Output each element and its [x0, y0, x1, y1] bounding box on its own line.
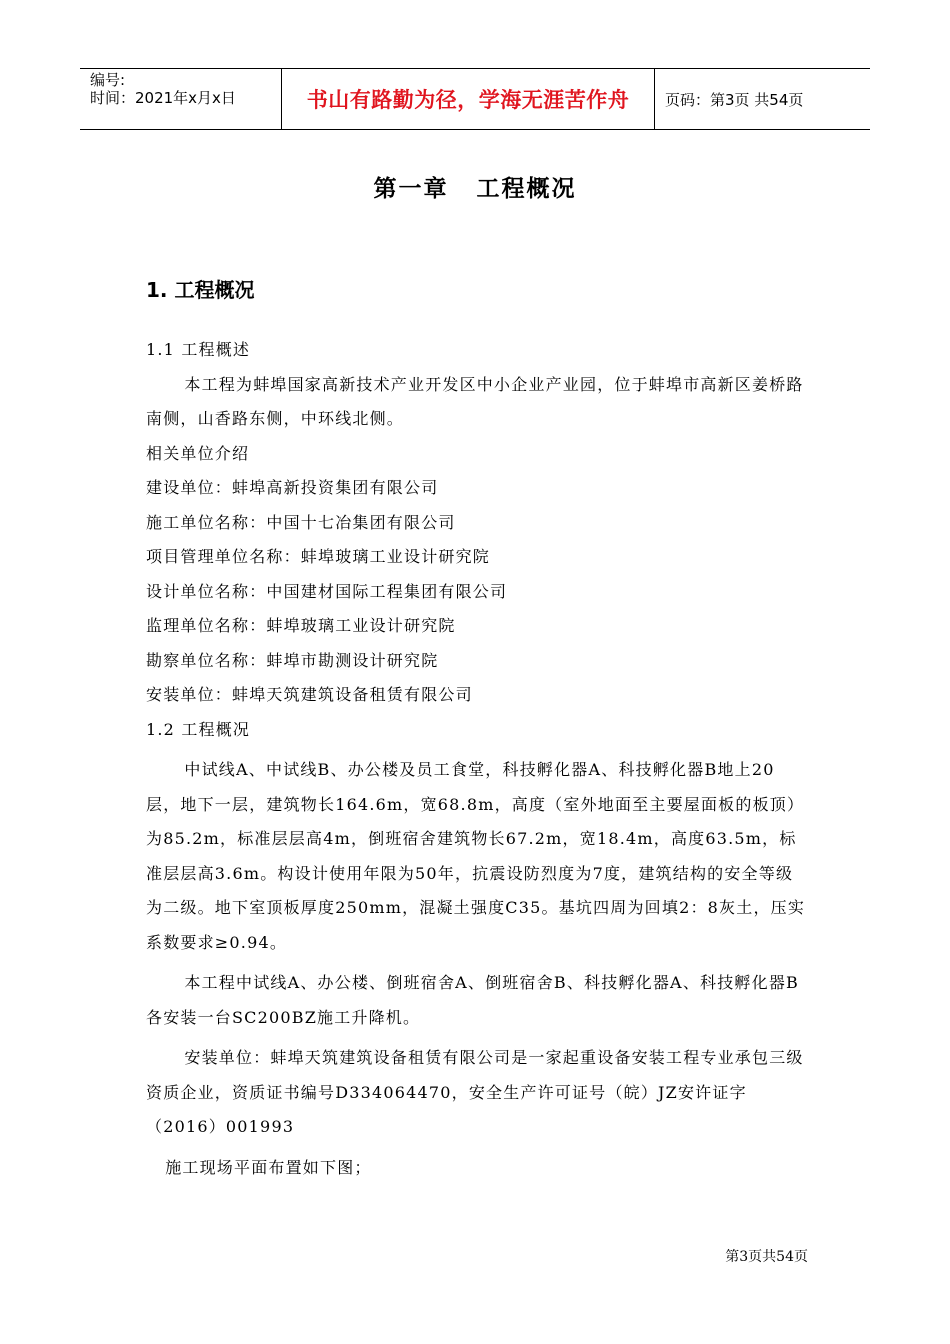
document-body: [146, 333, 806, 1185]
unit-line: 项目管理单位名称：蚌埠玻璃工业设计研究院: [146, 547, 491, 566]
unit-line: 施工单位名称：中国十七冶集团有限公司: [146, 512, 456, 532]
subsection-title: 1.1 工程概述: [146, 340, 251, 359]
overview-paragraph: 中试线A、中试线B、办公楼及员工食堂，科技孵化器A、科技孵化器B地上20层，地下一层，建筑物长164.6m，宽68.8m，高度（室外地面至主要屋面板的板顶）为85.2m，标准层层高4m，倒班宿舍建筑物长67.2m，宽18.4m，高度63.5m，标准层层高3.6m。构设计使用年限为50年，抗震设防烈度为7度，建筑结构的安全等级为二级。地下室顶板厚度250mm，混凝土强度C35。基坑四周为回填2：8灰土，压实系数要求≥0.94。: [146, 760, 806, 952]
unit-line: 勘察单位名称：蚌埠市勘测设计研究院: [146, 650, 439, 670]
document-number-label: 编号:: [90, 71, 126, 89]
unit-line: 监理单位名称：蚌埠玻璃工业设计研究院: [146, 616, 456, 635]
page-header: [80, 68, 870, 130]
intro-paragraph: 本工程为蚌埠国家高新技术产业开发区中小企业产业园，位于蚌埠市高新区姜桥路南侧，山香路东侧，中环线北侧。: [146, 374, 804, 428]
unit-line: 建设单位：蚌埠高新投资集团有限公司: [146, 478, 439, 497]
installer-paragraph: 安装单位：蚌埠天筑建筑设备租赁有限公司是一家起重设备安装工程专业承包三级资质企业，资质证书编号D334064470，安全生产许可证号（皖）JZ安许证字（2016）001993: [146, 1048, 804, 1136]
unit-line: 安装单位：蚌埠天筑建筑设备租赁有限公司: [146, 685, 473, 704]
header-motto: 书山有路勤为径，学海无涯苦作舟: [282, 69, 655, 129]
elevator-paragraph: 本工程中试线A、办公楼、倒班宿舍A、倒班宿舍B、科技孵化器A、科技孵化器B各安装一台SC200BZ施工升降机。: [146, 973, 799, 1027]
header-page-number: 页码：第3页 共54页: [665, 90, 804, 109]
subsection-title: 1.2 工程概况: [146, 719, 251, 739]
unit-line: 设计单位名称：中国建材国际工程集团有限公司: [146, 581, 508, 601]
section-title: 1. 工程概况: [146, 278, 255, 302]
site-layout-paragraph: 施工现场平面布置如下图；: [165, 1157, 372, 1177]
units-heading: 相关单位介绍: [146, 443, 250, 463]
header-info-cell: [80, 69, 282, 129]
document-time-label: 时间：2021年x月x日: [90, 89, 236, 107]
chapter-title: 第一章 工程概况: [373, 176, 577, 202]
page-footer: 第3页共54页: [725, 1249, 808, 1265]
